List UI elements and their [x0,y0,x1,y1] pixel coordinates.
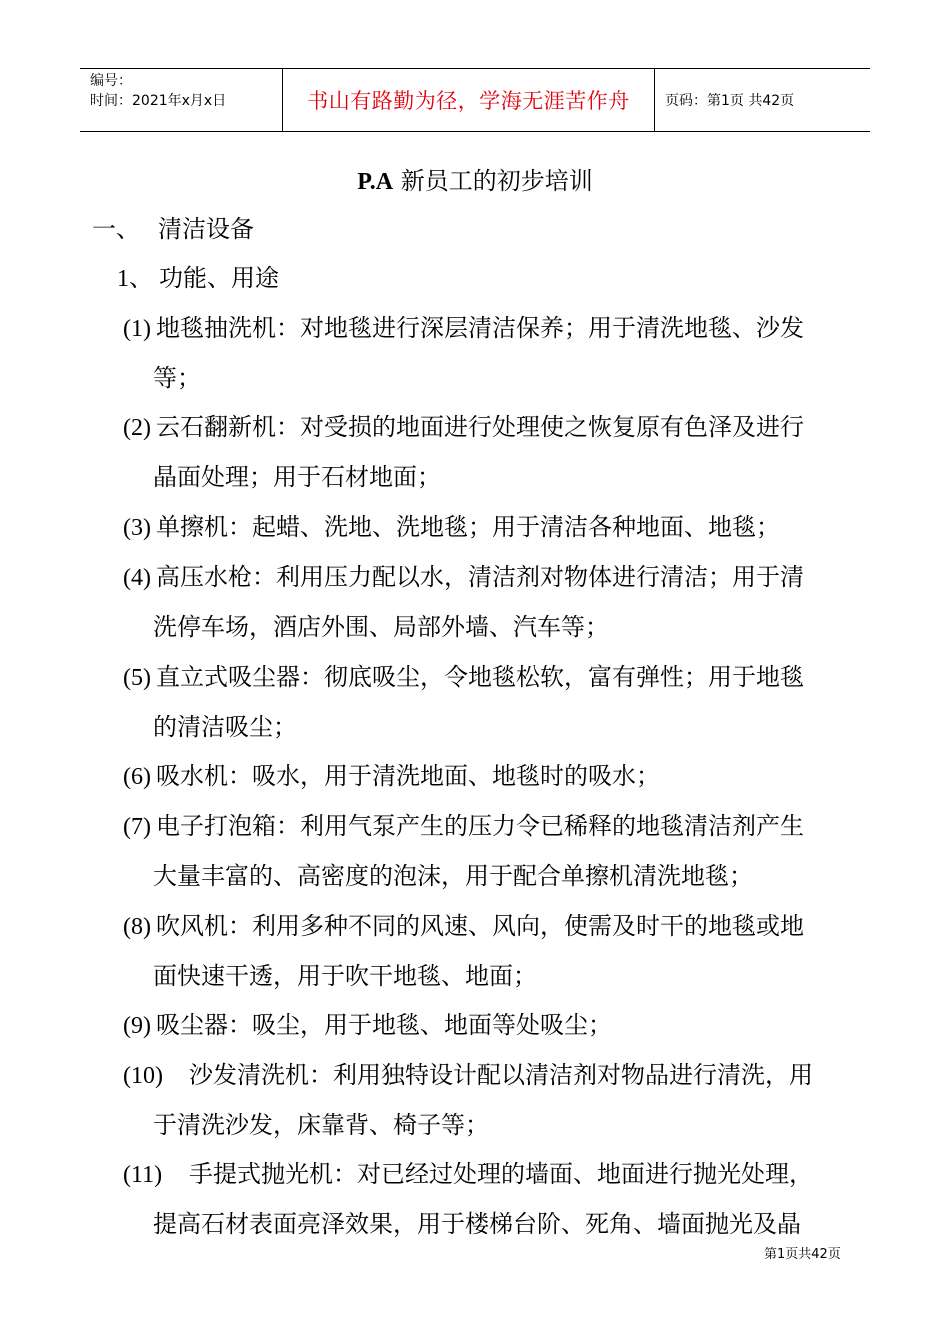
list-item-continuation: 洗停车场，酒店外围、局部外墙、汽车等； [153,613,609,641]
list-item-text: 手提式抛光机：对已经过处理的墙面、地面进行抛光处理， [189,1160,813,1188]
list-item [123,759,660,794]
list-item [123,410,804,445]
list-item-number: (1) [123,316,151,342]
list-item-text: 吹风机：利用多种不同的风速、风向，使需及时干的地毯或地 [156,912,804,940]
list-item-number: (11) [123,1162,163,1188]
list-item-number: (10) [123,1063,163,1089]
list-item-text: 吸尘器：吸尘，用于地毯、地面等处吸尘； [156,1011,612,1039]
list-item [123,560,804,595]
list-item [123,1008,612,1043]
subsection-heading [117,261,279,296]
list-item-number: (9) [123,1013,151,1039]
list-item [123,1058,813,1093]
section-heading [92,212,254,246]
subsection-number: 1、 [117,266,153,292]
list-item [123,311,804,346]
page-header [80,68,870,132]
list-item-number: (2) [123,415,151,441]
list-item [123,660,804,695]
list-item [123,1157,813,1192]
list-item-number: (8) [123,914,151,940]
list-item-continuation: 的清洁吸尘； [153,713,297,741]
list-item-continuation: 面快速干透，用于吹干地毯、地面； [153,962,537,990]
list-item [123,909,804,944]
list-item-continuation: 于清洗沙发，床靠背、椅子等； [153,1111,489,1139]
document-title [0,164,950,199]
footer-page-number: 第1页共42页 [764,1247,841,1262]
list-item-number: (3) [123,515,151,541]
header-time: 时间：2021年x月x日 [90,93,227,109]
list-item-text: 直立式吸尘器：彻底吸尘，令地毯松软，富有弹性；用于地毯 [156,663,804,691]
list-item-text: 沙发清洗机：利用独特设计配以清洁剂对物品进行清洗，用 [189,1061,813,1089]
section-number: 一、 [92,215,140,243]
list-item-text: 高压水枪：利用压力配以水，清洁剂对物体进行清洁；用于清 [156,563,804,591]
list-item-text: 吸水机：吸水，用于清洗地面、地毯时的吸水； [156,762,660,790]
list-item-number: (4) [123,565,151,591]
list-item-number: (7) [123,814,151,840]
list-item-text: 地毯抽洗机：对地毯进行深层清洁保养；用于清洗地毯、沙发 [156,314,804,342]
title-latin: P.A [357,169,394,195]
list-item-text: 电子打泡箱：利用气泵产生的压力令已稀释的地毯清洁剂产生 [156,812,804,840]
list-item-number: (6) [123,764,151,790]
header-meta [80,69,282,131]
section-title: 清洁设备 [158,215,254,243]
list-item [123,809,804,844]
subsection-title: 功能、用途 [159,264,279,292]
header-page-number: 页码：第1页 共42页 [665,93,795,109]
header-motto: 书山有路勤为径，学海无涯苦作舟 [282,69,655,131]
header-code: 编号： [90,73,132,89]
list-item-text: 单擦机：起蜡、洗地、洗地毯；用于清洁各种地面、地毯； [156,513,780,541]
list-item-continuation: 晶面处理；用于石材地面； [153,463,441,491]
list-item-continuation: 等； [153,364,201,392]
list-item-text: 云石翻新机：对受损的地面进行处理使之恢复原有色泽及进行 [156,413,804,441]
list-item [123,510,780,545]
list-item-number: (5) [123,665,151,691]
title-text: 新员工的初步培训 [393,167,593,195]
list-item-continuation: 大量丰富的、高密度的泡沫，用于配合单擦机清洗地毯； [153,862,753,890]
list-item-continuation: 提高石材表面亮泽效果，用于楼梯台阶、死角、墙面抛光及晶 [153,1210,801,1238]
